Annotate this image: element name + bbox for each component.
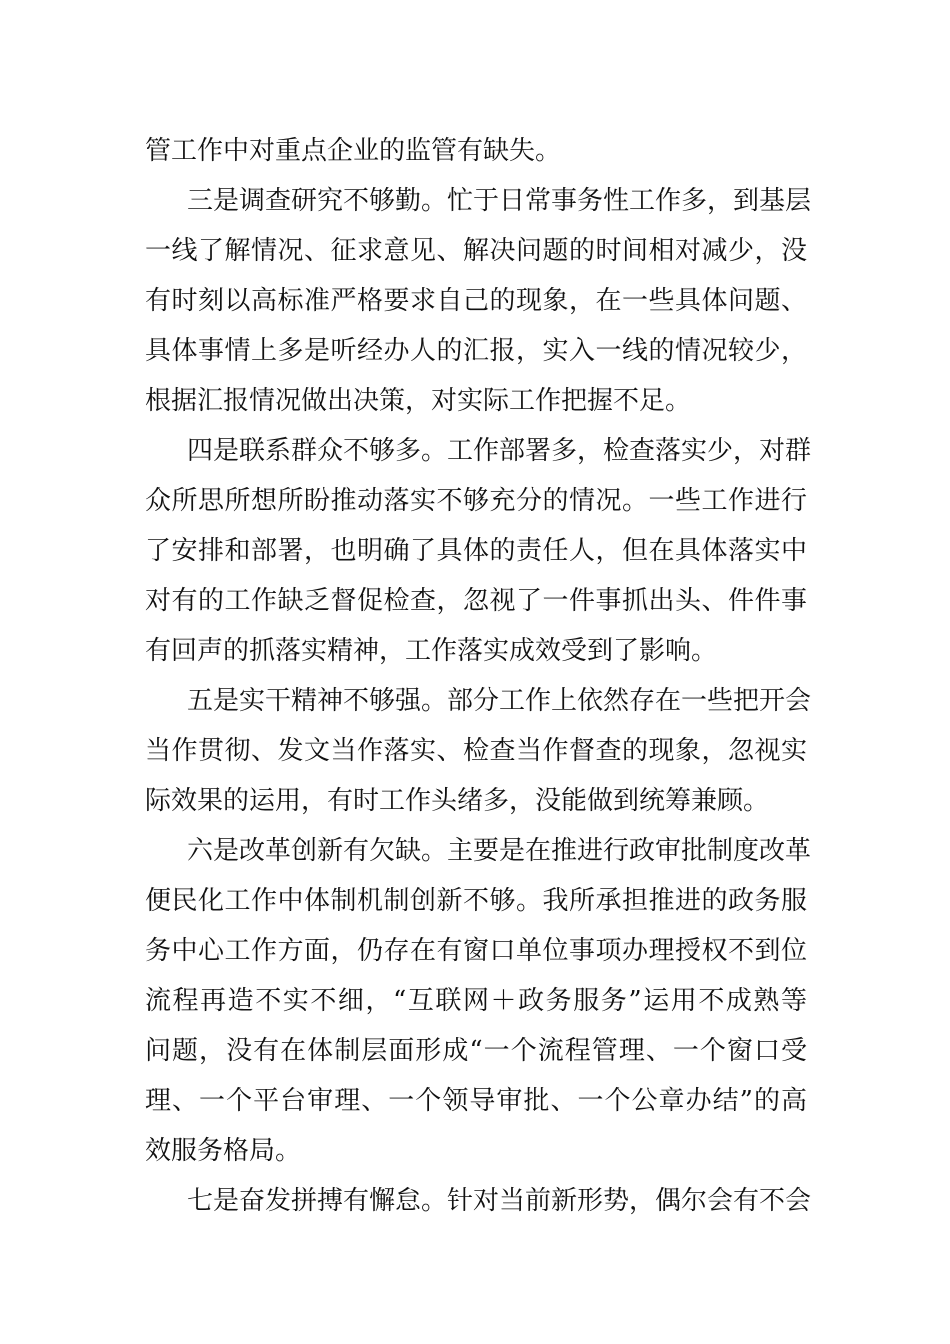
text-line: 效服务格局。 xyxy=(145,1136,302,1166)
text-line: 流程再造不实不细，“互联网＋政务服务”运用不成熟等 xyxy=(145,986,807,1016)
paragraph-start-line: 五是实干精神不够强。部分工作上依然存在一些把开会 xyxy=(187,686,812,716)
paragraph-start-line: 四是联系群众不够多。工作部署多，检查落实少，对群 xyxy=(187,436,812,466)
text-line: 了安排和部署，也明确了具体的责任人，但在具体落实中 xyxy=(145,536,807,566)
paragraph-start-line: 七是奋发拼搏有懈怠。针对当前新形势，偶尔会有不会 xyxy=(187,1186,812,1216)
text-line: 理、一个平台审理、一个领导审批、一个公章办结”的高 xyxy=(145,1086,807,1116)
text-line: 根据汇报情况做出决策，对实际工作把握不足。 xyxy=(145,386,692,416)
text-line: 众所思所想所盼推动落实不够充分的情况。一些工作进行 xyxy=(145,486,807,516)
text-line: 问题，没有在体制层面形成“一个流程管理、一个窗口受 xyxy=(145,1036,807,1066)
text-line: 有回声的抓落实精神，工作落实成效受到了影响。 xyxy=(145,636,718,666)
text-line: 管工作中对重点企业的监管有缺失。 xyxy=(145,136,562,166)
text-line: 对有的工作缺乏督促检查，忽视了一件事抓出头、件件事 xyxy=(145,586,807,616)
text-line: 便民化工作中体制机制创新不够。我所承担推进的政务服 xyxy=(145,886,807,916)
text-line: 际效果的运用，有时工作头绪多，没能做到统筹兼顾。 xyxy=(145,786,770,816)
paragraph-start-line: 六是改革创新有欠缺。主要是在推进行政审批制度改革 xyxy=(187,836,812,866)
text-line: 具体事情上多是听经办人的汇报，实入一线的情况较少， xyxy=(145,336,807,366)
paragraph-start-line: 三是调查研究不够勤。忙于日常事务性工作多，到基层 xyxy=(187,186,812,216)
text-line: 当作贯彻、发文当作落实、检查当作督查的现象，忽视实 xyxy=(145,736,807,766)
text-line: 有时刻以高标准严格要求自己的现象，在一些具体问题、 xyxy=(145,286,807,316)
text-line: 一线了解情况、征求意见、解决问题的时间相对减少，没 xyxy=(145,236,807,266)
text-line: 务中心工作方面，仍存在有窗口单位事项办理授权不到位 xyxy=(145,936,807,966)
